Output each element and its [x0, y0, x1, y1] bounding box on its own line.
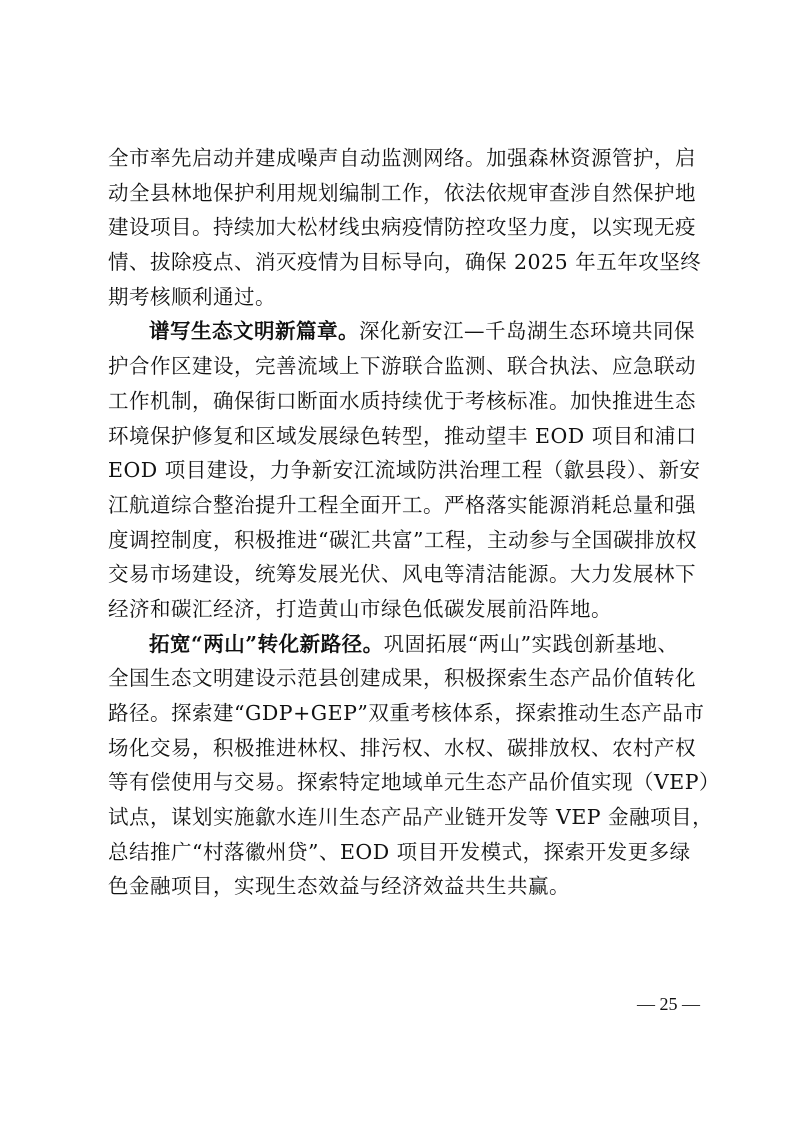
text-line: 工作机制，确保街口断面水质持续优于考核标准。加快推进生态 — [108, 388, 696, 413]
paragraph-start-line: 拓宽“两山”转化新路径。巩固拓展“两山”实践创新基地、 — [149, 631, 679, 656]
text-line: 等有偿使用与交易。探索特定地域单元生态产品价值实现（VEP） — [108, 770, 721, 795]
text-line: 全国生态文明建设示范县创建成果，积极探索生态产品价值转化 — [108, 666, 696, 691]
text-line: 江航道综合整治提升工程全面开工。严格落实能源消耗总量和强 — [108, 492, 696, 517]
text-line: 经济和碳汇经济，打造黄山市绿色低碳发展前沿阵地。 — [108, 596, 612, 621]
text-line: 环境保护修复和区域发展绿色转型，推动望丰 EOD 项目和浦口 — [108, 423, 697, 448]
text-line: 试点，谋划实施歙水连川生态产品产业链开发等 VEP 金融项目， — [108, 805, 714, 830]
text-line: 度调控制度，积极推进“碳汇共富”工程，主动参与全国碳排放权 — [108, 527, 697, 552]
text-line: 建设项目。持续加大松材线虫病疫情防控攻坚力度，以实现无疫 — [108, 215, 696, 240]
text-line: 路径。探索建“GDP+GEP”双重考核体系，探索推动生态产品市 — [108, 701, 705, 725]
text-line: 期考核顺利通过。 — [108, 284, 276, 309]
paragraph-heading: 拓宽“两山”转化新路径。 — [149, 631, 384, 656]
text-line: 交易市场建设，统筹发展光伏、风电等清洁能源。大力发展林下 — [108, 562, 696, 587]
page-number: — 25 — — [637, 994, 700, 1014]
paragraph-heading: 谱写生态文明新篇章。 — [149, 319, 359, 344]
text-line: 色金融项目，实现生态效益与经济效益共生共赢。 — [108, 874, 570, 899]
text-line: 动全县林地保护利用规划编制工作，依法依规审查涉自然保护地 — [108, 180, 696, 205]
text-line: EOD 项目建设，力争新安江流域防洪治理工程（歙县段）、新安 — [108, 458, 701, 483]
text-line: 总结推广“村落徽州贷”、EOD 项目开发模式，探索开发更多绿 — [108, 839, 691, 864]
text-line: 场化交易，积极推进林权、排污权、水权、碳排放权、农村产权 — [108, 735, 696, 760]
text-line: 全市率先启动并建成噪声自动监测网络。加强森林资源管护，启 — [108, 146, 696, 170]
body-text — [108, 141, 721, 904]
text-line: 情、拔除疫点、消灭疫情为目标导向，确保 2025 年五年攻坚终 — [108, 250, 702, 275]
paragraph-start-line: 谱写生态文明新篇章。深化新安江—千岛湖生态环境共同保 — [149, 319, 695, 344]
text-line: 护合作区建设，完善流域上下游联合监测、联合执法、应急联动 — [108, 354, 696, 379]
